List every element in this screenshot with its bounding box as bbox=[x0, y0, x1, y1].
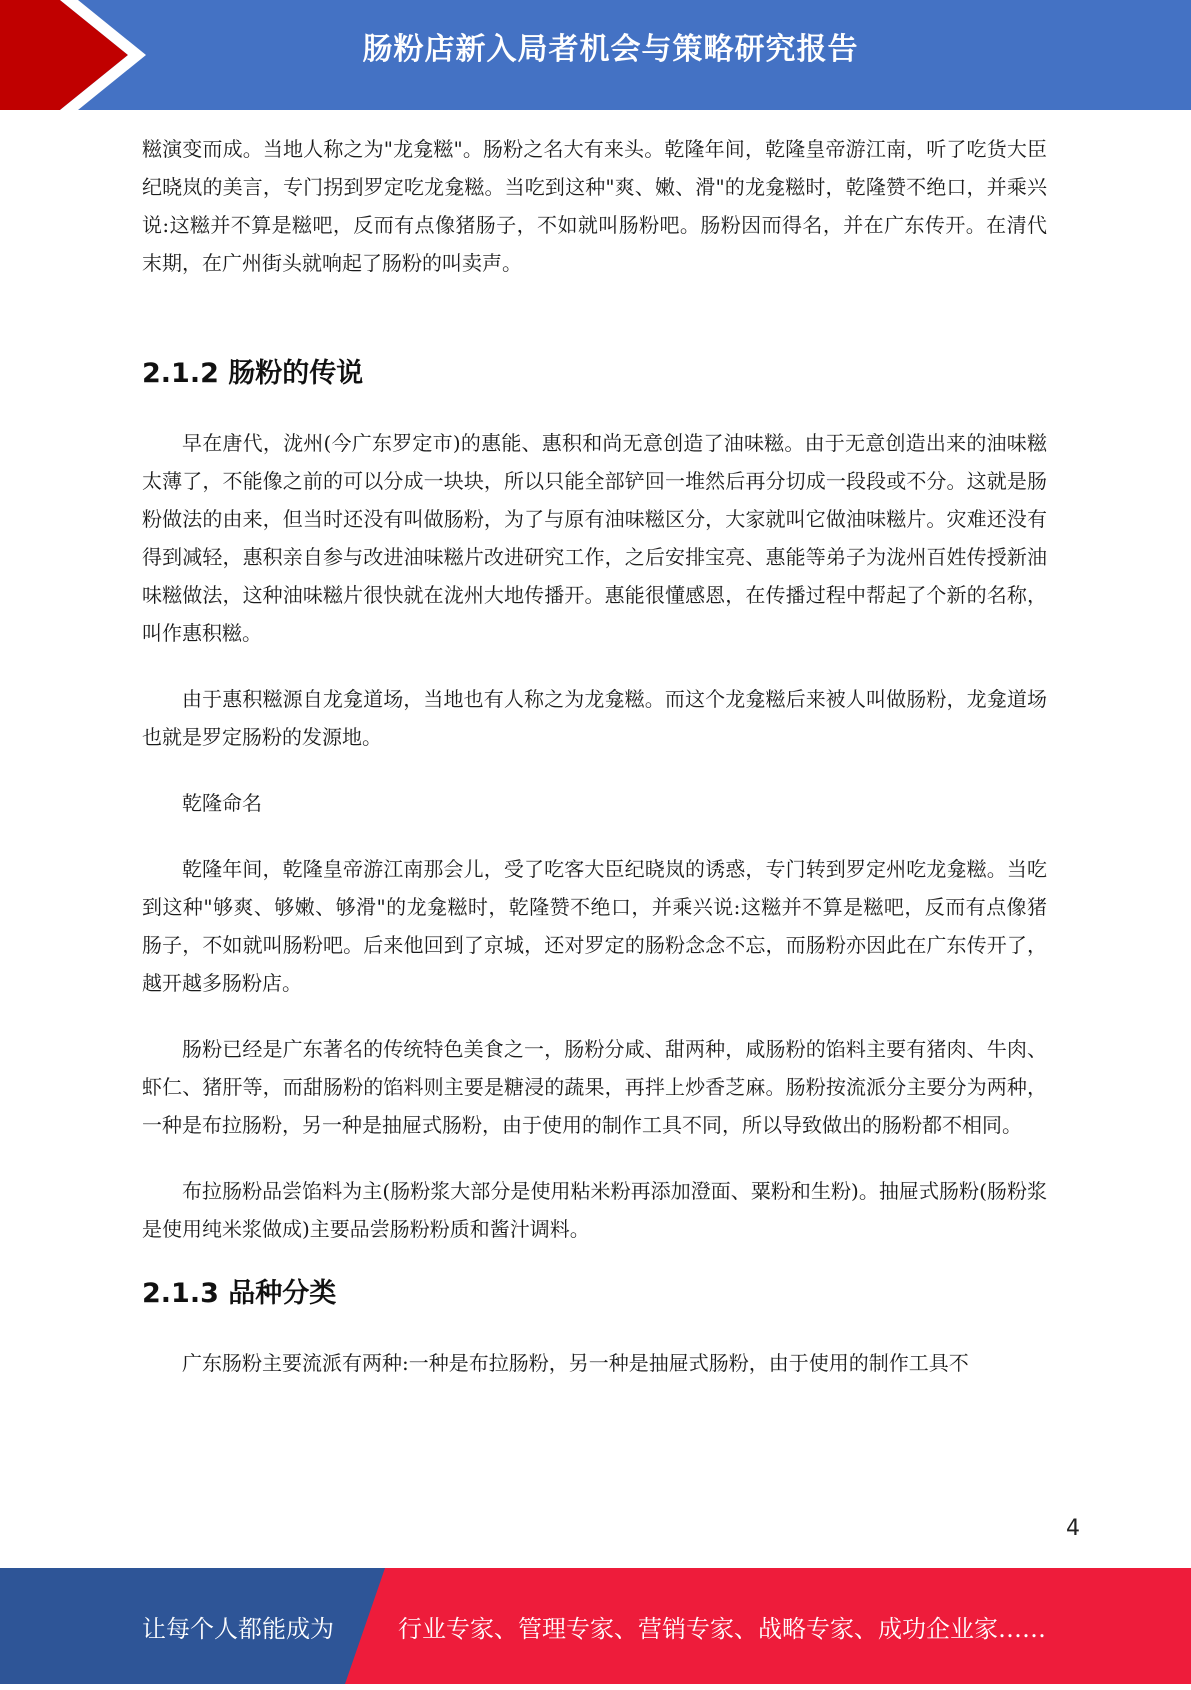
body-paragraph: 肠粉已经是广东著名的传统特色美食之一，肠粉分咸、甜两种，咸肠粉的馅料主要有猪肉、牛肉、虾仁、猪肝等，而甜肠粉的馅料则主要是糖浸的蔬果，再拌上炒香芝麻。肠粉按流派分主要分为两种，一种是布拉肠粉，另一种是抽屉式肠粉，由于使用的制作工具不同，所以导致做出的肠粉都不相同。 bbox=[142, 1037, 1047, 1137]
report-title: 肠粉店新入局者机会与策略研究报告 bbox=[362, 32, 859, 67]
body-paragraph: 由于惠积糍源自龙龛道场，当地也有人称之为龙龛糍。而这个龙龛糍后来被人叫做肠粉，龙龛道场也就是罗定肠粉的发源地。 bbox=[142, 687, 1047, 749]
header-banner bbox=[0, 0, 1191, 110]
footer-slogan-left: 让每个人都能成为 bbox=[142, 1615, 334, 1643]
footer-slogan-right: 行业专家、管理专家、营销专家、战略专家、成功企业家…… bbox=[398, 1615, 1046, 1643]
subheading-paragraph: 乾隆命名 bbox=[182, 791, 262, 815]
section-heading: 2.1.3 品种分类 bbox=[142, 1278, 337, 1309]
page-number: 4 bbox=[1066, 1516, 1080, 1541]
section-heading: 2.1.2 肠粉的传说 bbox=[142, 358, 364, 389]
footer-banner bbox=[0, 1568, 1191, 1684]
page-content bbox=[142, 130, 1047, 1382]
body-paragraph: 早在唐代，泷州(今广东罗定市)的惠能、惠积和尚无意创造了油味糍。由于无意创造出来的油味糍太薄了，不能像之前的可以分成一块块，所以只能全部铲回一堆然后再分切成一段段或不分。这就是肠粉做法的由来，但当时还没有叫做肠粉，为了与原有油味糍区分，大家就叫它做油味糍片。灾难还没有得到减轻，惠积亲自参与改进油味糍片改进研究工作，之后安排宝亮、惠能等弟子为泷州百姓传授新油味糍做法，这种油味糍片很快就在泷州大地传播开。惠能很懂感恩，在传播过程中帮起了个新的名称，叫作惠积糍。 bbox=[142, 431, 1047, 645]
body-paragraph: 广东肠粉主要流派有两种:一种是布拉肠粉，另一种是抽屉式肠粉，由于使用的制作工具不 bbox=[182, 1351, 969, 1375]
body-paragraph: 糍演变而成。当地人称之为"龙龛糍"。肠粉之名大有来头。乾隆年间，乾隆皇帝游江南，听了吃货大臣纪晓岚的美言，专门拐到罗定吃龙龛糍。当吃到这种"爽、嫩、滑"的龙龛糍时，乾隆赞不绝口，并乘兴说:这糍并不算是糍吧，反而有点像猪肠子，不如就叫肠粉吧。肠粉因而得名，并在广东传开。在清代末期，在广州街头就响起了肠粉的叫卖声。 bbox=[142, 137, 1047, 275]
body-paragraph: 乾隆年间，乾隆皇帝游江南那会儿，受了吃客大臣纪晓岚的诱惑，专门转到罗定州吃龙龛糍。当吃到这种"够爽、够嫩、够滑"的龙龛糍时，乾隆赞不绝口，并乘兴说:这糍并不算是糍吧，反而有点像猪肠子，不如就叫肠粉吧。后来他回到了京城，还对罗定的肠粉念念不忘，而肠粉亦因此在广东传开了，越开越多肠粉店。 bbox=[142, 857, 1047, 995]
body-paragraph: 布拉肠粉品尝馅料为主(肠粉浆大部分是使用粘米粉再添加澄面、粟粉和生粉)。抽屉式肠粉(肠粉浆是使用纯米浆做成)主要品尝肠粉粉质和酱汁调料。 bbox=[142, 1179, 1047, 1241]
